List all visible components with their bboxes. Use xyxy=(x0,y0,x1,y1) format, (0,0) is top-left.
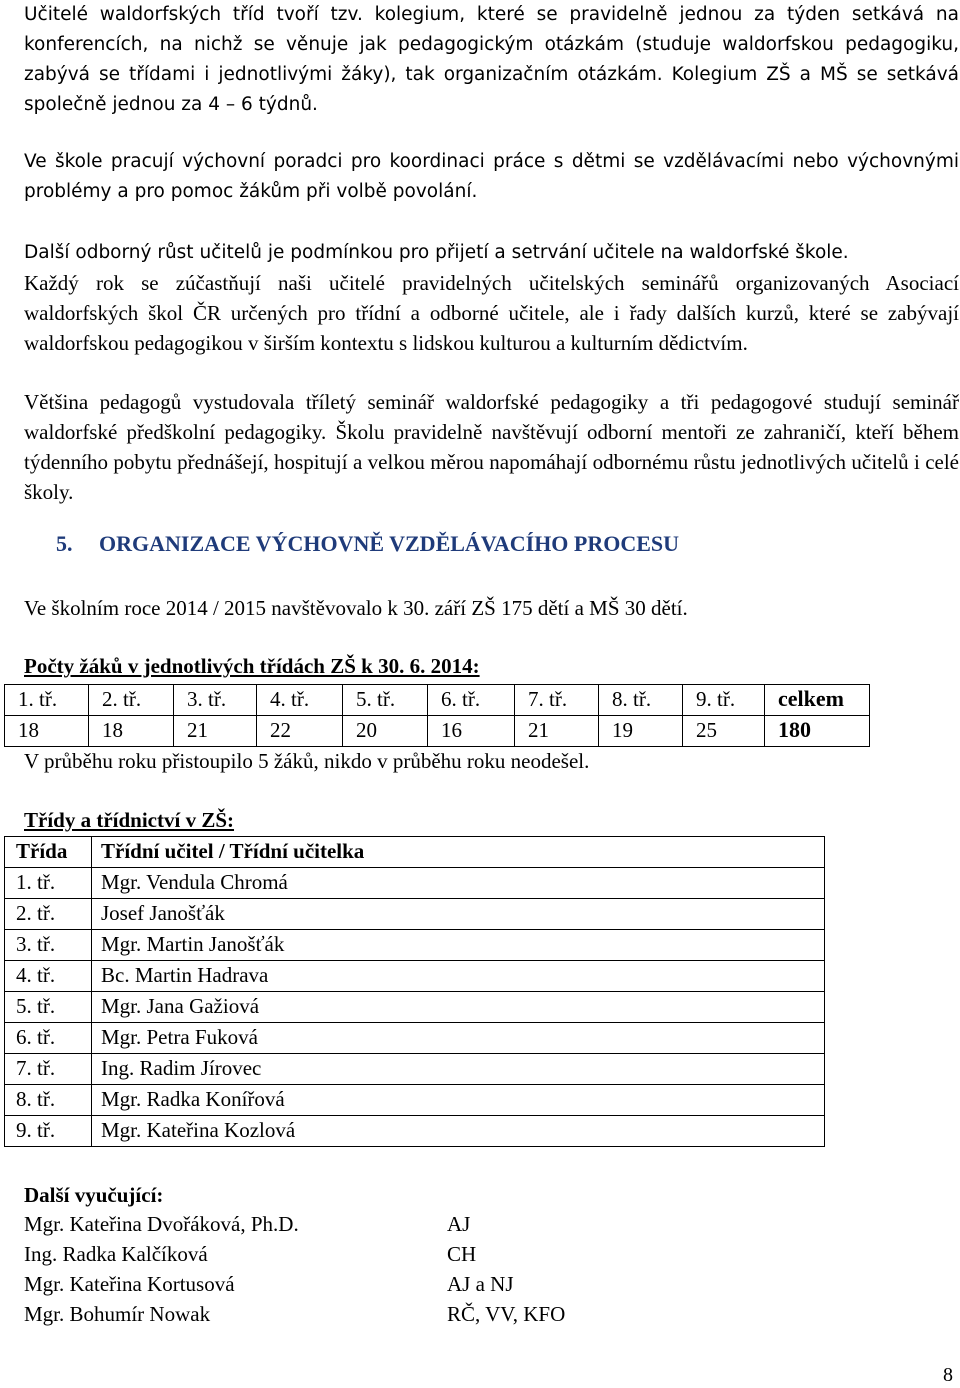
grade-table-title: Počty žáků v jednotlivých třídách ZŠ k 30. 6. 2014: xyxy=(24,654,480,678)
paragraph-kolegium: Učitelé waldorfských tříd tvoří tzv. kolegium, které se pravidelně jednou za týden setkává na konferencích, na nichž se věnuje jak pedagogickým otázkám (studuje waldorfskou pedagogiku, zabývá se třídami i jednotlivými žáky), tak organizačním otázkám. Kolegium ZŠ a MŠ se setkává společně jednou za 4 – 6 týdnů. xyxy=(24,4,959,115)
header-teacher: Třídní učitel / Třídní učitelka xyxy=(92,837,825,868)
table-row xyxy=(5,868,825,899)
class-cell: 5. tř. xyxy=(5,992,92,1023)
teacher-cell: Bc. Martin Hadrava xyxy=(92,961,825,992)
grade-count-table xyxy=(4,684,870,747)
class-cell: 7. tř. xyxy=(5,1054,92,1085)
class-cell: 2. tř. xyxy=(5,899,92,930)
grade-value-cell: 18 xyxy=(5,716,89,747)
table-row xyxy=(5,1085,825,1116)
staff-subject: RČ, VV, KFO xyxy=(447,1302,566,1326)
grade-header-total: celkem xyxy=(765,685,870,716)
header-class: Třída xyxy=(5,837,92,868)
section-number: 5. xyxy=(56,531,73,556)
teacher-cell: Mgr. Radka Konířová xyxy=(92,1085,825,1116)
table-row xyxy=(5,1054,825,1085)
staff-name: Ing. Radka Kalčíková xyxy=(24,1242,208,1266)
staff-name: Mgr. Kateřina Dvořáková, Ph.D. xyxy=(24,1212,299,1236)
class-cell: 8. tř. xyxy=(5,1085,92,1116)
table-row xyxy=(5,992,825,1023)
grade-header-cell: 5. tř. xyxy=(343,685,428,716)
grade-header-cell: 7. tř. xyxy=(515,685,599,716)
table-row xyxy=(5,1023,825,1054)
grade-header-cell: 1. tř. xyxy=(5,685,89,716)
grade-value-cell: 22 xyxy=(257,716,343,747)
teacher-cell: Mgr. Vendula Chromá xyxy=(92,868,825,899)
staff-subject: AJ xyxy=(447,1212,471,1236)
staff-name: Mgr. Kateřina Kortusová xyxy=(24,1272,235,1296)
class-cell: 9. tř. xyxy=(5,1116,92,1147)
grade-value-cell: 19 xyxy=(599,716,683,747)
grade-value-cell: 20 xyxy=(343,716,428,747)
teacher-cell: Mgr. Petra Fuková xyxy=(92,1023,825,1054)
grade-header-cell: 4. tř. xyxy=(257,685,343,716)
grade-value-cell: 18 xyxy=(89,716,174,747)
staff-subject: AJ a NJ xyxy=(447,1272,514,1296)
grade-header-cell: 2. tř. xyxy=(89,685,174,716)
table-row xyxy=(5,899,825,930)
table-row xyxy=(5,1116,825,1147)
paragraph-advisors: Ve škole pracují výchovní poradci pro koordinaci práce s dětmi se vzdělávacími nebo výchovnými problémy a pro pomoc žákům při volbě povolání. xyxy=(24,151,959,202)
teacher-cell: Mgr. Kateřina Kozlová xyxy=(92,1116,825,1147)
table-row xyxy=(5,961,825,992)
enrollment-text: Ve školním roce 2014 / 2015 navštěvovalo k 30. září ZŠ 175 dětí a MŠ 30 dětí. xyxy=(24,596,688,620)
teacher-header-row xyxy=(5,837,825,868)
paragraph-pedagogues: Většina pedagogů vystudovala tříletý seminář waldorfské pedagogiky a tři pedagogové studují seminář waldorfské předškolní pedagogiky. Školu pravidelně navštěvují odborní mentoři ze zahraničí, kteří během týdenního pobytu přednášejí, hospitují a velkou měrou napomáhají odbornému růstu jednotlivých učitelů i celé školy. xyxy=(24,390,959,504)
grade-header-row xyxy=(5,685,870,716)
class-cell: 6. tř. xyxy=(5,1023,92,1054)
class-cell: 1. tř. xyxy=(5,868,92,899)
grade-value-cell: 21 xyxy=(174,716,257,747)
class-teacher-table xyxy=(4,836,825,1147)
class-cell: 4. tř. xyxy=(5,961,92,992)
grade-value-total: 180 xyxy=(765,716,870,747)
teacher-cell: Josef Janošťák xyxy=(92,899,825,930)
grade-header-cell: 3. tř. xyxy=(174,685,257,716)
paragraph-seminars: Každý rok se zúčastňují naši učitelé pravidelných učitelských seminářů organizovaných Asociací waldorfských škol ČR určených pro třídní a odborné učitele, ale i řady dalších kurzů, které se zabývají waldorfskou pedagogikou v širším kontextu s lidskou kulturou a kulturním dědictvím. xyxy=(24,271,959,355)
teacher-cell: Mgr. Martin Janošťák xyxy=(92,930,825,961)
table-row xyxy=(5,930,825,961)
grade-value-cell: 21 xyxy=(515,716,599,747)
other-staff-title: Další vyučující: xyxy=(24,1183,164,1207)
teacher-table-title: Třídy a třídnictví v ZŠ: xyxy=(24,808,235,832)
class-cell: 3. tř. xyxy=(5,930,92,961)
grade-value-row xyxy=(5,716,870,747)
grade-table-note: V průběhu roku přistoupilo 5 žáků, nikdo v průběhu roku neodešel. xyxy=(24,749,590,773)
grade-header-cell: 6. tř. xyxy=(428,685,515,716)
paragraph-growth: Další odborný růst učitelů je podmínkou pro přijetí a setrvání učitele na waldorfské škole. xyxy=(24,242,849,263)
grade-header-cell: 8. tř. xyxy=(599,685,683,716)
section-title: ORGANIZACE VÝCHOVNĚ VZDĚLÁVACÍHO PROCESU xyxy=(99,531,680,556)
teacher-cell: Mgr. Jana Gažiová xyxy=(92,992,825,1023)
page-number: 8 xyxy=(943,1364,953,1386)
section-heading xyxy=(56,529,679,559)
grade-value-cell: 25 xyxy=(683,716,765,747)
grade-header-cell: 9. tř. xyxy=(683,685,765,716)
staff-name: Mgr. Bohumír Nowak xyxy=(24,1302,211,1326)
teacher-cell: Ing. Radim Jírovec xyxy=(92,1054,825,1085)
grade-value-cell: 16 xyxy=(428,716,515,747)
staff-subject: CH xyxy=(447,1242,477,1266)
